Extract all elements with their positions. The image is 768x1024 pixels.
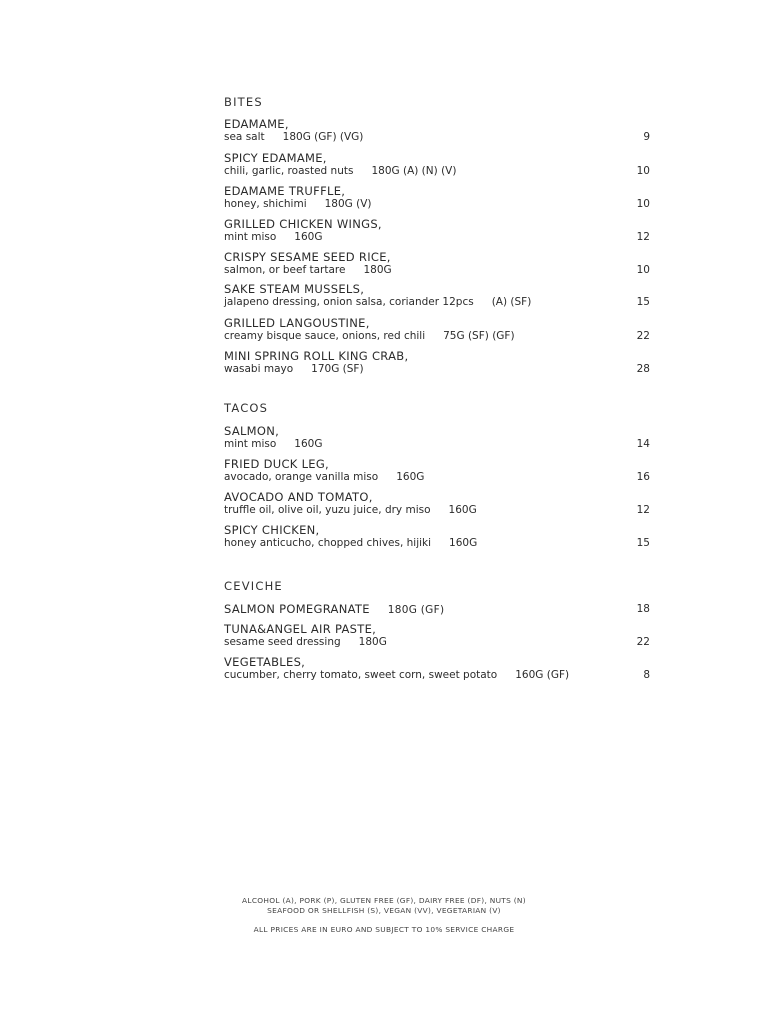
item-desc-text: honey anticucho, chopped chives, hijiki bbox=[224, 537, 432, 549]
menu-item bbox=[224, 490, 650, 520]
allergen-legend-line1: ALCOHOL (A), PORK (P), GLUTEN FREE (GF), DAIRY FREE (DF), NUTS (N) bbox=[242, 896, 526, 905]
item-price: 16 bbox=[636, 471, 650, 483]
item-price: 14 bbox=[636, 438, 650, 450]
item-price: 10 bbox=[636, 198, 650, 210]
item-name: EDAMAME, bbox=[224, 117, 289, 131]
item-description bbox=[224, 668, 569, 682]
menu-item bbox=[224, 151, 650, 181]
item-name: TUNA&ANGEL AIR PASTE, bbox=[224, 622, 377, 636]
item-description bbox=[224, 295, 531, 309]
menu-item bbox=[224, 655, 650, 685]
item-desc-text: honey, shichimi bbox=[224, 198, 307, 210]
item-desc-text: creamy bisque sauce, onions, red chili bbox=[224, 330, 426, 342]
menu-item bbox=[224, 523, 650, 553]
item-name: VEGETABLES, bbox=[224, 655, 306, 669]
item-info: 160G bbox=[396, 471, 425, 483]
item-info: 180G (GF) (VG) bbox=[282, 131, 364, 143]
item-desc-text: jalapeno dressing, onion salsa, coriander 12pcs bbox=[224, 296, 474, 308]
menu-item bbox=[224, 217, 650, 247]
item-name: MINI SPRING ROLL KING CRAB, bbox=[224, 349, 409, 363]
item-name: GRILLED LANGOUSTINE, bbox=[224, 316, 370, 330]
item-name: SAKE STEAM MUSSELS, bbox=[224, 282, 365, 296]
item-desc-text: truffle oil, olive oil, yuzu juice, dry miso bbox=[224, 504, 431, 516]
item-info: 160G bbox=[449, 537, 478, 549]
item-desc-text: salmon, or beef tartare bbox=[224, 264, 346, 276]
item-info: 180G (GF) bbox=[387, 604, 445, 616]
item-desc-text: avocado, orange vanilla miso bbox=[224, 471, 379, 483]
item-description bbox=[224, 329, 515, 343]
item-description bbox=[224, 197, 372, 211]
item-price: 9 bbox=[643, 131, 650, 143]
item-price: 22 bbox=[636, 330, 650, 342]
item-name: SPICY EDAMAME, bbox=[224, 151, 327, 165]
item-name-text: SALMON POMEGRANATE bbox=[224, 602, 370, 616]
item-desc-text: mint miso bbox=[224, 438, 277, 450]
menu-item bbox=[224, 622, 650, 652]
item-description bbox=[224, 503, 477, 517]
item-price: 12 bbox=[636, 231, 650, 243]
item-price: 18 bbox=[636, 603, 650, 615]
item-price: 8 bbox=[643, 669, 650, 681]
item-name bbox=[224, 602, 444, 617]
price-note: ALL PRICES ARE IN EURO AND SUBJECT TO 10% SERVICE CHARGE bbox=[253, 925, 515, 934]
item-description bbox=[224, 130, 363, 144]
item-description bbox=[224, 164, 456, 178]
item-description bbox=[224, 437, 322, 451]
item-info: 75G (SF) (GF) bbox=[443, 330, 515, 342]
item-desc-text: wasabi mayo bbox=[224, 363, 294, 375]
item-name: SPICY CHICKEN, bbox=[224, 523, 320, 537]
menu-item bbox=[224, 282, 650, 312]
item-info: 180G (A) (N) (V) bbox=[371, 165, 457, 177]
item-desc-text: mint miso bbox=[224, 231, 277, 243]
item-info: 180G bbox=[358, 636, 387, 648]
item-description bbox=[224, 263, 392, 277]
item-desc-text: sesame seed dressing bbox=[224, 636, 341, 648]
menu-item bbox=[224, 457, 650, 487]
section-title-ceviche: CEVICHE bbox=[224, 579, 283, 593]
item-price: 10 bbox=[636, 165, 650, 177]
item-desc-text: sea salt bbox=[224, 131, 265, 143]
item-info: 160G bbox=[448, 504, 477, 516]
item-name: GRILLED CHICKEN WINGS, bbox=[224, 217, 382, 231]
item-price: 10 bbox=[636, 264, 650, 276]
allergen-legend-line2: SEAFOOD OR SHELLFISH (S), VEGAN (VV), VEGETARIAN (V) bbox=[267, 906, 501, 915]
menu-item bbox=[224, 316, 650, 346]
item-name: EDAMAME TRUFFLE, bbox=[224, 184, 346, 198]
item-info: 180G bbox=[363, 264, 392, 276]
section-title-bites: BITES bbox=[224, 95, 263, 109]
item-description bbox=[224, 635, 387, 649]
item-name: CRISPY SESAME SEED RICE, bbox=[224, 250, 391, 264]
item-info: 180G (V) bbox=[324, 198, 372, 210]
item-info: 160G bbox=[294, 438, 323, 450]
menu-item bbox=[224, 349, 650, 379]
item-price: 28 bbox=[636, 363, 650, 375]
item-info: (A) (SF) bbox=[491, 296, 532, 308]
menu-item bbox=[224, 424, 650, 454]
item-desc-text: cucumber, cherry tomato, sweet corn, sweet potato bbox=[224, 669, 498, 681]
menu-item bbox=[224, 184, 650, 214]
item-info: 160G bbox=[294, 231, 323, 243]
item-description bbox=[224, 362, 364, 376]
item-desc-text: chili, garlic, roasted nuts bbox=[224, 165, 354, 177]
item-price: 15 bbox=[636, 537, 650, 549]
item-name: AVOCADO AND TOMATO, bbox=[224, 490, 373, 504]
item-info: 170G (SF) bbox=[311, 363, 364, 375]
item-price: 22 bbox=[636, 636, 650, 648]
item-description bbox=[224, 230, 322, 244]
item-name: FRIED DUCK LEG, bbox=[224, 457, 330, 471]
item-info: 160G (GF) bbox=[515, 669, 570, 681]
menu-item bbox=[224, 117, 650, 147]
item-name: SALMON, bbox=[224, 424, 280, 438]
item-description bbox=[224, 536, 477, 550]
item-price: 15 bbox=[636, 296, 650, 308]
item-price: 12 bbox=[636, 504, 650, 516]
menu-item bbox=[224, 250, 650, 280]
item-description bbox=[224, 470, 424, 484]
section-title-tacos: TACOS bbox=[224, 401, 269, 415]
